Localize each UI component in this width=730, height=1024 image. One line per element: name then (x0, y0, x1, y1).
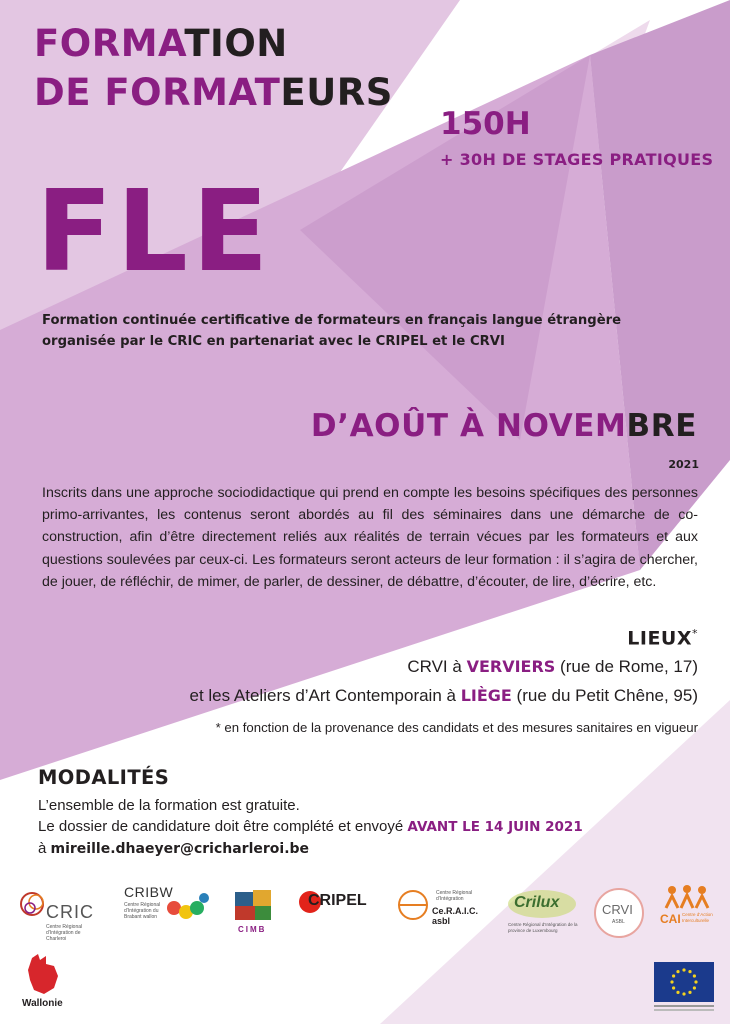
place-address: (rue de Rome, 17) (555, 657, 698, 676)
wallonie-logo (20, 954, 70, 1014)
contact-email-link[interactable]: mireille.dhaeyer@cricharleroi.be (50, 841, 310, 857)
crvi-sub: ASBL (612, 919, 625, 925)
modalites-line (38, 838, 698, 860)
cimb-name: CIMB (238, 925, 267, 934)
wallonie-name: Wallonie (22, 998, 63, 1009)
ceraic-logo (396, 886, 492, 930)
title-part: TION (184, 22, 288, 65)
cimb-logo (230, 888, 278, 940)
place-prefix: CRVI à (407, 657, 467, 676)
lieux-place-1 (98, 656, 698, 678)
title-part: FORMA (34, 22, 185, 65)
cripel-logo (298, 888, 384, 924)
title-line-2 (34, 71, 393, 115)
big-title-fle: FLE (36, 167, 273, 297)
cai-people-icon (662, 884, 712, 910)
crilux-sub: Centre Régional d’Intégration de la province de Luxembourg (508, 922, 578, 933)
subtitle (42, 310, 682, 352)
description: Inscrits dans une approche sociodidactique qui prend en compte les besoins spécifiques des personnes primo-arrivantes, les contenus seront abordés au fil des séminaires dans une démarche de co-construction, afin d’être directement reliés aux réalités de terrain vécues par les formateurs et aux questions soulevées par ceux-ci. Les formateurs seront acteurs de leur formation : il s’agira de chercher, de jouer, de réfléchir, de mimer, de parler, de dessiner, de débattre, d’écouter, de lire, d’écrire, etc. (42, 485, 698, 590)
modalites-prefix: à (38, 840, 51, 857)
place-address: (rue du Petit Chêne, 95) (511, 686, 698, 705)
rooster-icon (24, 954, 64, 998)
ceraic-circle-icon (396, 888, 430, 922)
title-line-1 (34, 22, 288, 66)
modalites-line-text: Le dossier de candidature doit être complété et envoyé (38, 818, 408, 835)
eu-caption-line (654, 1005, 714, 1007)
dates-year: 2021 (668, 458, 699, 471)
cric-logo (16, 886, 102, 942)
cric-sub: Centre Régional d’Intégration de Charleroi (46, 924, 83, 942)
lieux-title (627, 627, 698, 649)
eu-flag-logo (654, 962, 714, 1014)
cai-sub: Centre d’Action Interculturelle (682, 912, 713, 923)
dates-heading (311, 408, 697, 444)
hours-total: 150H (440, 106, 531, 142)
title-part: DE FORMAT (34, 71, 281, 114)
cribw-figures-icon (164, 890, 210, 926)
cimb-mosaic-icon (233, 888, 275, 924)
cai-logo (658, 884, 718, 940)
eu-caption-line (654, 1009, 714, 1011)
modalites-deadline: AVANT LE 14 JUIN 2021 (407, 819, 583, 835)
place-city: VERVIERS (466, 657, 556, 676)
title-part: EURS (280, 71, 393, 114)
lieux-asterisk: * (692, 627, 698, 640)
hours-stages: + 30H DE STAGES PRATIQUES (440, 150, 714, 169)
cribw-name: CRIBW (124, 884, 174, 900)
place-prefix: et les Ateliers d’Art Contemporain à (189, 686, 461, 705)
subtitle-line: organisée par le CRIC en partenariat avec le CRIPEL et le CRVI (42, 334, 505, 349)
cribw-sub: Centre Régional d’Intégration du Brabant wallon (124, 902, 161, 920)
cric-name: CRIC (46, 902, 94, 922)
cric-swirl-icon (18, 888, 48, 922)
eu-flag-icon (654, 962, 714, 1002)
dates-part: BRE (626, 408, 697, 444)
modalites-line (38, 816, 698, 838)
crvi-name: CRVI (602, 902, 633, 917)
crilux-name: Crilux (514, 894, 560, 911)
crvi-logo (592, 886, 648, 942)
dates-part: D’AOÛT À NOVEM (310, 408, 627, 444)
modalites-title: MODALITÉS (38, 766, 170, 789)
subtitle-line: Formation continuée certificative de formateurs en français langue étrangère (42, 313, 622, 328)
cripel-name: CRIPEL (308, 892, 367, 909)
cai-name: CAI (660, 912, 681, 926)
place-city: LIÈGE (460, 686, 512, 705)
lieux-note: * en fonction de la provenance des candidats et des mesures sanitaires en vigueur (215, 720, 698, 735)
lieux-title-text: LIEUX (627, 627, 692, 650)
ceraic-sub: Centre Régional d’Intégration (436, 890, 473, 902)
lieux-place-2 (58, 685, 698, 707)
ceraic-name: Ce.R.A.I.C. asbl (432, 906, 479, 926)
crilux-logo (504, 888, 582, 938)
cribw-logo (124, 884, 210, 940)
modalites-text (38, 795, 698, 860)
modalites-line: L’ensemble de la formation est gratuite. (38, 797, 300, 814)
